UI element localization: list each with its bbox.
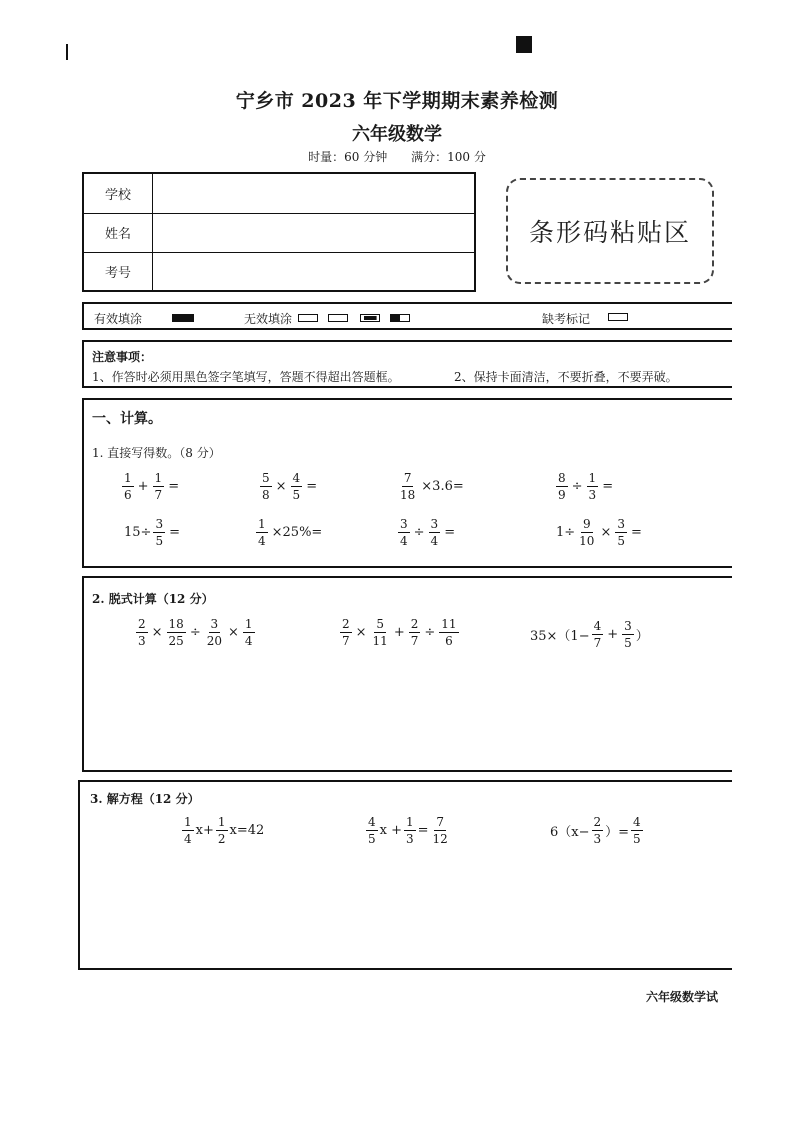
expression-6: $\frac{1}{4}$ ×25%= [258, 517, 323, 548]
school-label: 学校 [84, 174, 153, 213]
fraction: $\frac{2}{7}$ [342, 617, 350, 648]
school-row[interactable] [84, 174, 474, 214]
fraction: $\frac{1}{3}$ [406, 815, 414, 846]
exam-number-row[interactable] [84, 252, 474, 290]
section-title: 一、计算。 [92, 411, 162, 427]
alignment-mark [516, 36, 532, 53]
fraction: $\frac{4}{5}$ [292, 471, 301, 502]
equation-1: $\frac{1}{4}$ x+ $\frac{1}{2}$ x=42 [184, 815, 265, 846]
barcode-area: 条形码粘贴区 [506, 178, 714, 284]
invalid-swatch-half [390, 314, 410, 322]
fraction: $\frac{1}{6}$ [124, 471, 132, 502]
fraction: $\frac{7}{18}$ [400, 471, 416, 502]
exam-subtitle: 六年级数学 [352, 124, 442, 145]
fraction: $\frac{2}{7}$ [410, 617, 419, 648]
invalid-fill-label: 无效填涂 [244, 312, 293, 326]
name-label: 姓名 [84, 213, 153, 252]
question-title: 3. 解方程（12 分） [90, 792, 200, 806]
section-solve-equation [78, 780, 732, 970]
fraction: $\frac{1}{4}$ [258, 517, 266, 548]
fraction: $\frac{1}{7}$ [154, 471, 163, 502]
fraction: $\frac{3}{20}$ [206, 617, 223, 648]
fraction: $\frac{5}{11}$ [372, 617, 388, 648]
note-2: 2、保持卡面清洁，不要折叠，不要弄破。 [454, 370, 678, 384]
valid-fill-swatch [172, 314, 194, 322]
equation-2: $\frac{4}{5}$ x + $\frac{1}{3}$ = $\frac{7}{12}$ [368, 815, 448, 846]
exam-number-label: 考号 [84, 252, 153, 290]
fraction: $\frac{9}{10}$ [579, 517, 595, 548]
fraction: $\frac{3}{5}$ [617, 517, 625, 548]
fraction: $\frac{1}{2}$ [217, 815, 226, 846]
absent-mark-box[interactable] [608, 313, 628, 321]
expression-7: $\frac{3}{4}$ ÷ $\frac{3}{4}$ = [400, 517, 456, 548]
absent-mark-label: 缺考标记 [542, 312, 591, 326]
valid-fill-label: 有效填涂 [94, 312, 143, 326]
expression-2: $\frac{5}{8}$ × $\frac{4}{5}$ = [262, 471, 318, 502]
fraction: $\frac{4}{5}$ [368, 815, 376, 846]
fraction: $\frac{1}{4}$ [184, 815, 192, 846]
expression-4: $\frac{8}{9}$ ÷ $\frac{1}{3}$ = [558, 471, 614, 502]
time-limit: 时量：60 分钟 [308, 150, 388, 164]
exam-title: 宁乡市 2023 年下学期期末素养检测 [235, 90, 559, 112]
expression-1: $\frac{2}{3}$ × $\frac{18}{25}$ ÷ $\frac{3}{20}$ × $\frac{1}{4}$ [138, 617, 253, 648]
expression-8: 1÷ $\frac{9}{10}$ × $\frac{3}{5}$ = [556, 517, 642, 548]
fraction: $\frac{5}{8}$ [262, 471, 270, 502]
full-score: 满分：100 分 [411, 150, 486, 164]
name-row[interactable] [84, 213, 474, 253]
fraction: $\frac{11}{6}$ [441, 617, 457, 648]
invalid-swatch-check [298, 314, 318, 322]
student-info-box [82, 172, 476, 292]
fraction: $\frac{4}{7}$ [593, 619, 602, 650]
fraction: $\frac{3}{5}$ [624, 619, 632, 650]
fraction: $\frac{1}{4}$ [244, 617, 253, 648]
invalid-swatch-partial [360, 314, 380, 322]
section-stepwise-calculation [82, 576, 732, 772]
fraction: $\frac{2}{3}$ [138, 617, 146, 648]
question-title: 2. 脱式计算（12 分） [92, 592, 214, 606]
fraction: $\frac{8}{9}$ [558, 471, 566, 502]
expression-3: $\frac{7}{18}$ ×3.6= [400, 471, 464, 502]
fraction: $\frac{3}{5}$ [155, 517, 164, 548]
time-score-line [0, 148, 794, 165]
section-calculation [82, 398, 732, 568]
fraction: $\frac{4}{5}$ [633, 815, 641, 846]
note-1: 1、作答时必须用黑色签字笔填写，答题不得超出答题框。 [92, 370, 400, 384]
expression-3: 35×（1− $\frac{4}{7}$ + $\frac{3}{5}$ ） [530, 619, 649, 650]
invalid-swatch-tick [328, 314, 348, 322]
expression-2: $\frac{2}{7}$ × $\frac{5}{11}$ + $\frac{2}{7}$ ÷ $\frac{11}{6}$ [342, 617, 457, 648]
page-footer: 六年级数学试 [646, 990, 719, 1004]
expression-5: 15÷ $\frac{3}{5}$ = [124, 517, 180, 548]
fraction: $\frac{1}{3}$ [588, 471, 597, 502]
fraction: $\frac{3}{4}$ [400, 517, 408, 548]
fraction: $\frac{3}{4}$ [430, 517, 439, 548]
fraction: $\frac{18}{25}$ [168, 617, 184, 648]
question-title: 1. 直接写得数。（8 分） [92, 446, 221, 460]
equation-3: 6（x− $\frac{2}{3}$ ）= $\frac{4}{5}$ [550, 815, 641, 846]
fraction: $\frac{2}{3}$ [593, 815, 602, 846]
fill-example-strip [82, 302, 732, 330]
fraction: $\frac{7}{12}$ [432, 815, 448, 846]
margin-mark [66, 44, 68, 60]
notes-heading: 注意事项： [92, 350, 153, 364]
notes-box [82, 340, 732, 388]
expression-1: $\frac{1}{6}$ + $\frac{1}{7}$ = [124, 471, 180, 502]
